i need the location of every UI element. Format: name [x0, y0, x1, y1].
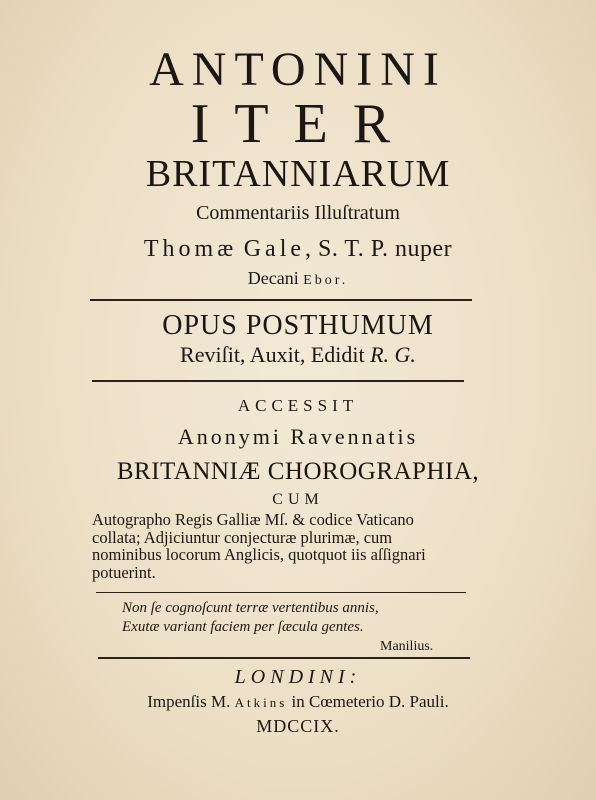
- author-degree: , S. T. P. nuper: [305, 236, 453, 262]
- editor-line: [0, 344, 596, 366]
- title-britanniarum: BRITANNIARUM: [145, 153, 451, 195]
- title-antonini: ANTONINI: [149, 43, 447, 96]
- imprint-year: MDCCIX.: [256, 716, 340, 736]
- editor-text: Reviſit, Auxit, Edidit: [180, 342, 365, 367]
- britanniae-chorographia-line: BRITANNIÆ CHOROGRAPHIA,: [116, 458, 480, 485]
- author-office-line: [0, 269, 596, 288]
- imprint-text-1: Impenſis M.: [147, 692, 231, 711]
- anonymi-ravennatis-line: Anonymi Ravennatis: [177, 424, 419, 449]
- description-paragraph: [92, 511, 492, 581]
- rule-middle: [92, 380, 464, 382]
- imprint-publisher-line: [0, 693, 596, 710]
- description-line: Autographo Regis Galliæ Mſ. & codice Vaticano: [92, 510, 414, 529]
- author-office-title: Decani: [247, 268, 299, 288]
- author-office-place: Ebor.: [303, 273, 349, 288]
- imprint-publisher-name: Atkins: [234, 695, 288, 710]
- rule-top: [90, 299, 472, 301]
- title-iter: ITER: [190, 93, 416, 155]
- description-line: nominibus locorum Anglicis, quotquot iis aſſignari: [92, 545, 426, 564]
- rule-bottom: [98, 657, 470, 659]
- epigraph-author: Manilius.: [380, 639, 434, 654]
- author-line: [0, 237, 596, 261]
- imprint-city: LONDINI:: [234, 666, 362, 688]
- subtitle-commentariis: Commentariis Illuſtratum: [196, 202, 400, 224]
- editor-initials: R. G.: [370, 342, 416, 367]
- description-line: collata; Adjiciuntur conjecturæ plurimæ, cum: [92, 527, 393, 547]
- opus-posthumum-heading: OPUS POSTHUMUM: [162, 310, 434, 341]
- accessit-heading: ACCESSIT: [237, 396, 359, 415]
- rule-epigraph-top: [96, 592, 466, 593]
- author-forename: Thomæ: [143, 236, 238, 262]
- epigraph-line: Non ſe cognoſcunt terræ vertentibus annis,: [122, 600, 379, 616]
- cum-line: CUM: [272, 491, 324, 508]
- epigraph-line: Exutæ variant faciem per ſæcula gentes.: [122, 619, 364, 635]
- description-line: potuerint.: [92, 562, 156, 582]
- author-surname: Gale: [243, 236, 306, 262]
- imprint-text-2: in Cœmeterio D. Pauli.: [291, 692, 449, 711]
